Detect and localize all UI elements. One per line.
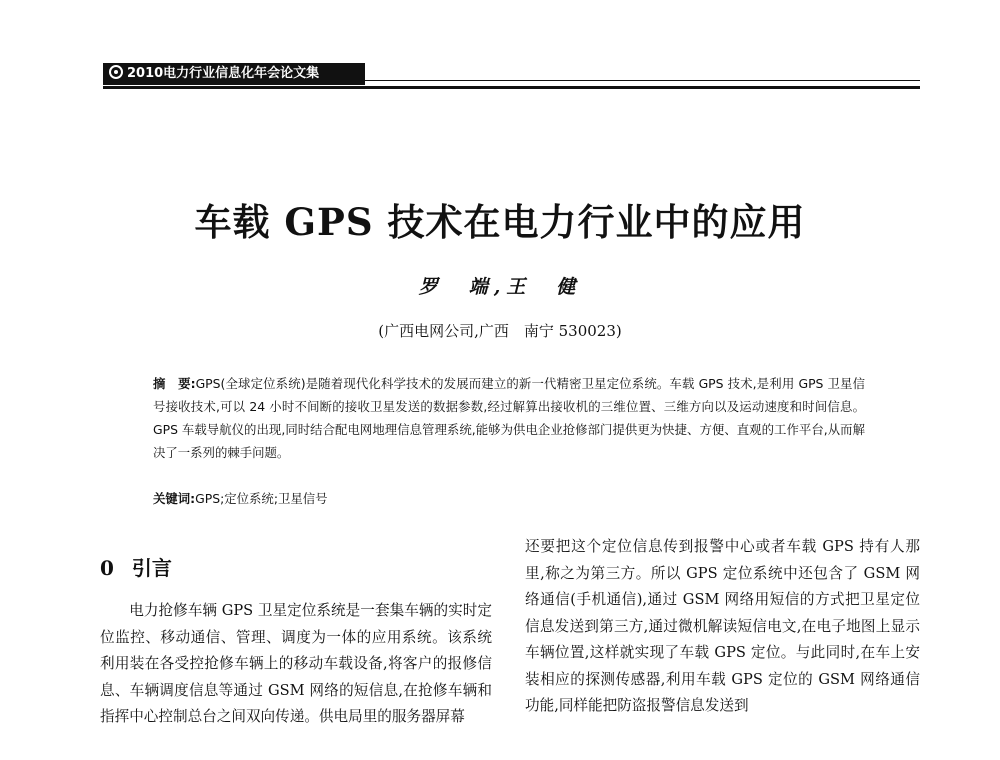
paper-affiliation: (广西电网公司,广西 南宁 530023) — [378, 322, 622, 340]
paper-authors: 罗 端,王 健 — [418, 276, 582, 298]
abstract-label: 摘 要: — [153, 376, 196, 391]
running-header — [103, 63, 365, 85]
header-rule-thin — [365, 80, 920, 81]
running-header-text: 2010电力行业信息化年会论文集 — [127, 66, 320, 81]
seal-logo-icon — [109, 65, 123, 79]
section-title: 引言 — [131, 556, 172, 580]
keywords-text: GPS;定位系统;卫星信号 — [195, 491, 328, 506]
abstract-text: GPS(全球定位系统)是随着现代化科学技术的发展而建立的新一代精密卫星定位系统。车载 GPS 技术,是利用 GPS 卫星信号接收技术,可以 24 小时不间断的接收卫星发送的数据参数,经过解算出接收机的三维位置、三维方向以及运动速度和时间信息。GPS 车载导航仪的出现,同时结合配电网地理信息管理系统,能够为供电企业抢修部门提供更为快捷、方便、直观的工作平台,从而解决了一系列的棘手问题。 — [153, 376, 865, 460]
body-left-column: 电力抢修车辆 GPS 卫星定位系统是一套集车辆的实时定位监控、移动通信、管理、调度为一体的应用系统。该系统利用装在各受控抢修车辆上的移动车载设备,将客户的报修信息、车辆调度信息等通过 GSM 网络的短信息,在抢修车辆和指挥中心控制总台之间双向传递。供电局里的服务器屏幕 — [100, 602, 492, 725]
keywords-label: 关键词: — [153, 491, 196, 506]
abstract — [153, 372, 865, 464]
header-rule — [103, 86, 920, 89]
section-heading — [100, 552, 172, 581]
section-number: 0 — [100, 556, 114, 580]
paper-title: 车载 GPS 技术在电力行业中的应用 — [194, 200, 806, 244]
body-right-column: 还要把这个定位信息传到报警中心或者车载 GPS 持有人那里,称之为第三方。所以 GPS 定位系统中还包含了 GSM 网络通信(手机通信),通过 GSM 网络用短信的方式把卫星定位信息发送到第三方,通过微机解读短信电文,在电子地图上显示车辆位置,这样就实现了车载 GPS 定位。与此同时,在车上安装相应的探测传感器,利用车载 GPS 定位的 GSM 网络通信功能,同样能把防盗报警信息发送到 — [525, 538, 920, 714]
keywords — [153, 487, 865, 510]
